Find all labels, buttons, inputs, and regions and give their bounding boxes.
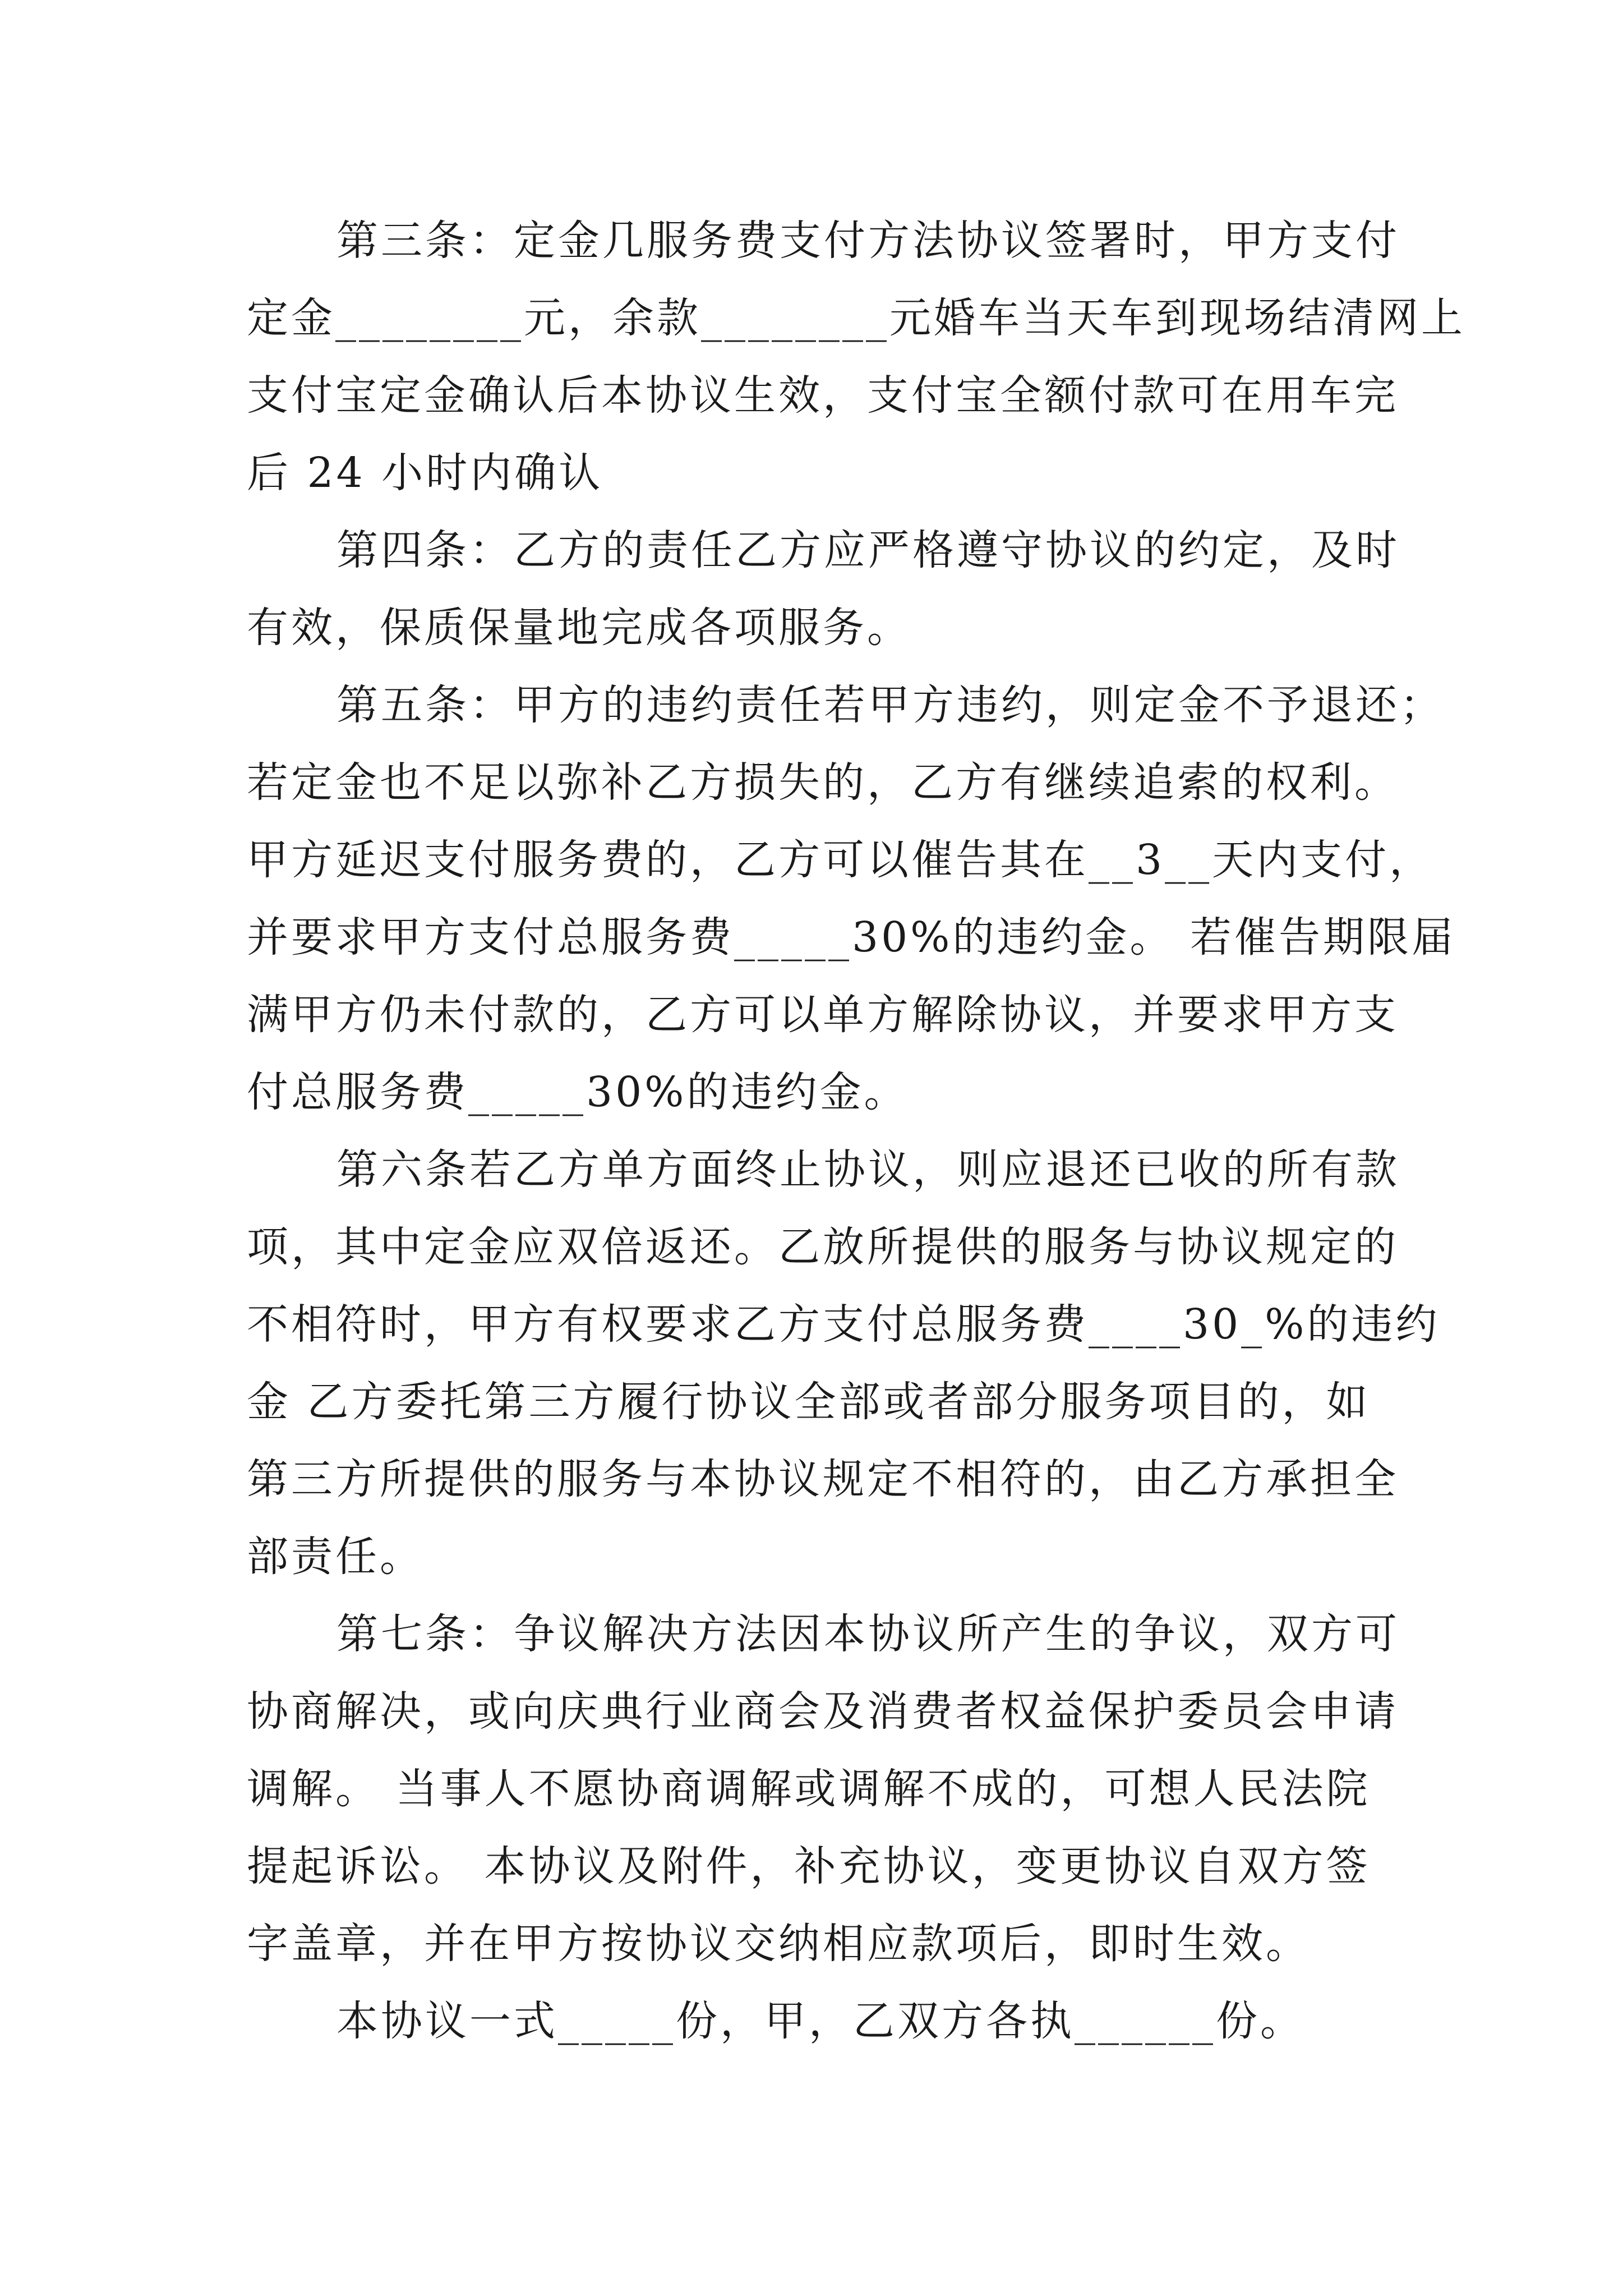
- article-6-line-3: 不相符时，甲方有权要求乙方支付总服务费____30_%的违约: [247, 1300, 1440, 1349]
- article-5-line-3: 甲方延迟支付服务费的，乙方可以催告其在__3__天内支付，: [247, 836, 1434, 884]
- article-7-line-3: 调解。 当事人不愿协商调解或调解不成的，可想人民法院: [247, 1765, 1371, 1813]
- article-6-line-5: 第三方所提供的服务与本协议规定不相符的，由乙方承担全: [247, 1455, 1399, 1503]
- article-5-line-1: 第五条：甲方的违约责任若甲方违约，则定金不予退还；: [336, 681, 1444, 729]
- article-6-line-1: 第六条若乙方单方面终止协议，则应退还已收的所有款: [336, 1145, 1400, 1194]
- article-5-line-4: 并要求甲方支付总服务费_____30%的违约金。 若催告期限届: [247, 913, 1456, 961]
- article-3-line-3: 支付宝定金确认后本协议生效，支付宝全额付款可在用车完: [247, 371, 1399, 420]
- article-7-line-2: 协商解决，或向庆典行业商会及消费者权益保护委员会申请: [247, 1687, 1399, 1736]
- copies-clause: 本协议一式_____份，甲，乙双方各执______份。: [336, 1997, 1304, 2045]
- article-6-line-6: 部责任。: [247, 1533, 424, 1581]
- article-3-line-1: 第三条：定金几服务费支付方法协议签署时，甲方支付: [336, 217, 1400, 265]
- article-3-line-2: 定金________元，余款________元婚车当天车到现场结清网上: [247, 294, 1465, 342]
- article-4-line-1: 第四条：乙方的责任乙方应严格遵守协议的约定，及时: [336, 526, 1400, 574]
- article-7-line-4: 提起诉讼。 本协议及附件，补充协议，变更协议自双方签: [247, 1842, 1371, 1890]
- article-6-line-2: 项，其中定金应双倍返还。乙放所提供的服务与协议规定的: [247, 1223, 1399, 1271]
- article-7-line-5: 字盖章，并在甲方按协议交纳相应款项后，即时生效。: [247, 1920, 1310, 1968]
- article-7-line-1: 第七条：争议解决方法因本协议所产生的争议，双方可: [336, 1610, 1400, 1658]
- article-3-line-4: 后 24 小时内确认: [247, 449, 603, 497]
- article-5-line-6: 付总服务费_____30%的违约金。: [247, 1068, 909, 1116]
- article-4-line-2: 有效，保质保量地完成各项服务。: [247, 604, 911, 652]
- article-6-line-4: 金 乙方委托第三方履行协议全部或者部分服务项目的，如: [247, 1378, 1371, 1426]
- article-5-line-5: 满甲方仍未付款的，乙方可以单方解除协议，并要求甲方支: [247, 991, 1399, 1039]
- article-5-line-2: 若定金也不足以弥补乙方损失的，乙方有继续追索的权利。: [247, 758, 1399, 807]
